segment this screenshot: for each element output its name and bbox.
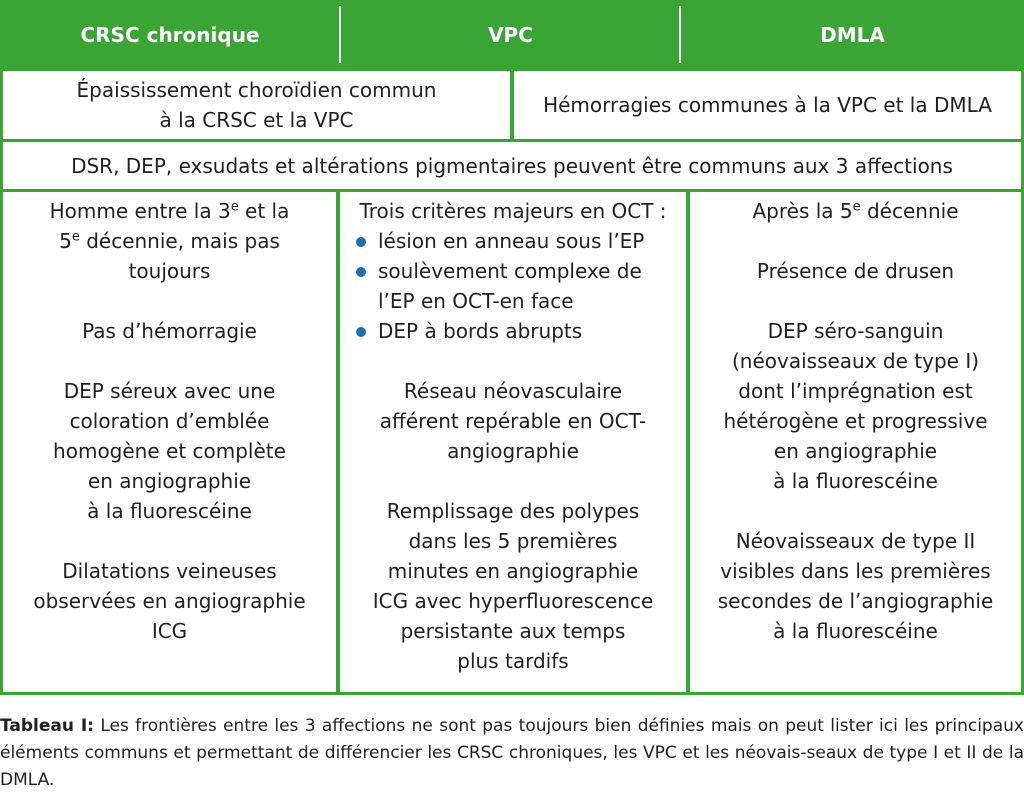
- crsc-column: [3, 192, 336, 692]
- dmla-neo-line: visibles dans les premières: [720, 559, 991, 583]
- table-caption: [0, 713, 1024, 794]
- vpc-critere-item: soulèvement complexe de l’EP en OCT-en face: [354, 256, 658, 316]
- dmla-apres-line: Après la 5e décennie: [752, 199, 959, 223]
- vpc-reseau-line: Réseau néovasculaire: [403, 379, 623, 403]
- dmla-dep-line: en angiographie: [773, 439, 938, 463]
- crsc-dep-line: DEP séreux avec une: [63, 379, 276, 403]
- vpc-reseau-line: angiographie: [447, 439, 579, 463]
- dmla-dep-line: à la fluorescéine: [773, 469, 938, 493]
- vpc-remplissage-line: Remplissage des polypes: [386, 499, 640, 523]
- crsc-dep-line: homogène et complète: [53, 439, 286, 463]
- crsc-toujours-line: toujours: [128, 259, 211, 283]
- vpc-remplissage-line: dans les 5 premières: [408, 529, 618, 553]
- vpc-criteres-list: [340, 226, 686, 346]
- crsc-homme-line: Homme entre la 3e et la: [49, 199, 290, 223]
- header-crsc: CRSC chronique: [80, 22, 260, 47]
- dmla-dep-line: (néovaisseaux de type I): [731, 349, 980, 373]
- header-vpc: VPC: [488, 22, 533, 47]
- dmla-dep-line: dont l’imprégnation est: [738, 379, 973, 403]
- caption-text: Les frontières entre les 3 affections ne sont pas toujours bien définies mais on peut lister ici les principaux éléments communs et permettant de différencier les CRSC chroniques, les VPC et les néovais-seaux de type I et II de la DMLA.: [0, 716, 1024, 790]
- crsc-dilatations-line: ICG: [151, 619, 188, 643]
- shared-crsc-vpc-cell: [3, 71, 510, 139]
- vpc-column: [340, 192, 686, 692]
- dmla-column: [690, 192, 1021, 692]
- dmla-neo-line: Néovaisseaux de type II: [735, 529, 976, 553]
- vpc-remplissage-line: minutes en angiographie: [387, 559, 639, 583]
- vpc-critere-item: DEP à bords abrupts: [354, 316, 686, 346]
- vpc-critere-item: lésion en anneau sous l’EP: [354, 226, 686, 256]
- caption-label: Tableau I:: [0, 716, 94, 736]
- vpc-remplissage-line: ICG avec hyperfluorescence: [372, 589, 654, 613]
- crsc-dep-line: coloration d’emblée: [69, 409, 270, 433]
- crsc-dilatations-line: Dilatations veineuses: [62, 559, 277, 583]
- crsc-dep-line: à la fluorescéine: [87, 499, 252, 523]
- shared-crsc-vpc-line1: Épaississement choroïdien commun: [76, 78, 437, 102]
- dmla-dep-line: hétérogène et progressive: [723, 409, 988, 433]
- vpc-criteres-title: Trois critères majeurs en OCT :: [359, 199, 667, 223]
- vpc-reseau-line: afférent repérable en OCT-: [379, 409, 647, 433]
- dmla-neo-line: secondes de l’angiographie: [717, 589, 994, 613]
- crsc-decennie-line: 5e décennie, mais pas: [59, 229, 280, 253]
- shared-crsc-vpc-line2: à la CRSC et la VPC: [159, 108, 354, 132]
- shared-vpc-dmla-cell: [514, 71, 1021, 139]
- vpc-remplissage-line: plus tardifs: [457, 649, 569, 673]
- shared-vpc-dmla-text: Hémorragies communes à la VPC et la DMLA: [543, 93, 992, 117]
- dmla-dep-line: DEP séro-sanguin: [767, 319, 944, 343]
- vpc-remplissage-line: persistante aux temps: [400, 619, 626, 643]
- crsc-hemorragie: Pas d’hémorragie: [82, 319, 257, 343]
- shared-all-cell: [3, 142, 1021, 189]
- crsc-dilatations-line: observées en angiographie: [33, 589, 306, 613]
- crsc-dep-line: en angiographie: [87, 469, 252, 493]
- shared-all-text: DSR, DEP, exsudats et altérations pigmentaires peuvent être communs aux 3 affections: [71, 153, 953, 178]
- header-dmla: DMLA: [820, 22, 885, 47]
- dmla-drusen: Présence de drusen: [756, 259, 955, 283]
- dmla-neo-line: à la fluorescéine: [773, 619, 938, 643]
